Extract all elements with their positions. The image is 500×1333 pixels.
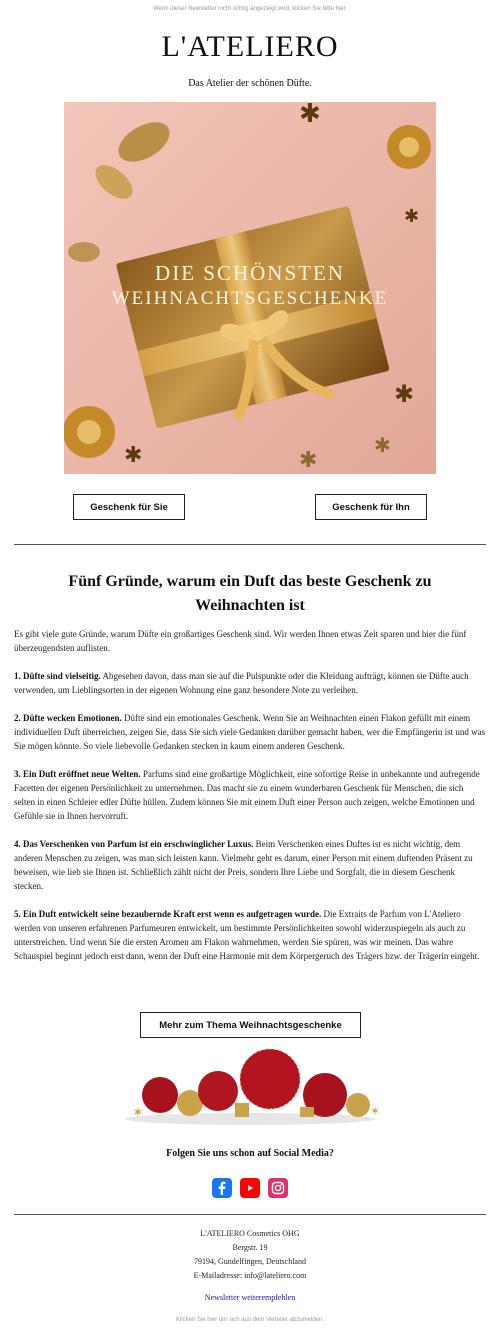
article-headline: Fünf Gründe, warum ein Duft das beste Geschenk zu Weihnachten ist: [68, 573, 432, 614]
svg-text:✱: ✱: [299, 448, 318, 473]
brand-logo[interactable]: L'ATELIERO: [161, 30, 339, 63]
reason-4-text: Beim Verschenken eines Duftes ist es nicht wichtig, dem anderen Menschen zu zeigen, was man sich leisten kann. Vielmehr geht es darum, einer Person mit einem duftenden Präsent zu beweisen, wie lieb sie Ihnen ist. Schließlich zählt nicht der Preis, sondern Ihre Liebe und Sorgfalt, die in diesem Geschenk stecken.: [14, 839, 473, 891]
svg-text:✶: ✶: [370, 1104, 380, 1118]
facebook-icon[interactable]: [212, 1178, 232, 1198]
reason-5: [14, 907, 486, 963]
reason-4: [14, 837, 486, 893]
preheader-link[interactable]: Wenn dieser Newsletter nicht richtig angezeigt wird, klicken Sie bitte hier.: [153, 6, 347, 12]
hero-title-line1: DIE SCHÖNSTEN: [155, 261, 345, 285]
footer-divider: [14, 1214, 486, 1215]
social-title: Folgen Sie uns schon auf Social Media?: [166, 1148, 334, 1159]
city: 79194, Gundelfingen, Deutschland: [194, 1257, 306, 1266]
street: Bergstr. 19: [232, 1243, 268, 1252]
youtube-icon[interactable]: [240, 1178, 260, 1198]
reason-4-title: 4. Das Verschenken von Parfum ist ein erschwinglicher Luxus.: [14, 839, 254, 849]
svg-text:✱: ✱: [299, 102, 321, 129]
svg-text:✱: ✱: [374, 433, 391, 457]
reason-1: [14, 669, 486, 697]
company-name: L'ATELIERO Cosmetics OHG: [200, 1229, 300, 1238]
tagline: Das Atelier der schönen Düfte.: [188, 78, 312, 89]
gift-for-her-button[interactable]: Geschenk für Sie: [73, 494, 185, 520]
reason-5-text: Die Extraits de Parfum von L'Ateliero werden von unseren erfahrenen Parfumeuren entwickelt, um bestimmte Persönlichkeiten sowohl widerzuspiegeln als auch zu unterstreichen. Und wenn Sie die ersten Aromen am Flakon wahrnehmen, werden Sie spüren, was wir meinen. Das wahre Schauspiel beginnt jedoch erst dann, wenn der Duft eine Harmonie mit dem Körpergeruch des Trägers bzw. der Trägerin eingeht.: [14, 909, 480, 961]
reason-3-title: 3. Ein Duft eröffnet neue Welten.: [14, 769, 141, 779]
svg-text:✱: ✱: [404, 206, 420, 227]
email: E-Mailadresse: info@lateliero.com: [193, 1271, 307, 1280]
svg-text:✶: ✶: [132, 1105, 144, 1121]
reason-2: [14, 711, 486, 753]
divider: [14, 544, 486, 545]
reason-1-title: 1. Düfte sind vielseitig.: [14, 671, 101, 681]
svg-text:✱: ✱: [394, 380, 415, 408]
instagram-icon[interactable]: [268, 1178, 288, 1198]
reason-3-text: Parfums sind eine großartige Möglichkeit, eine sofortige Reise in unbekannte und aufregende Facetten der eigenen Persönlichkeit zu unternehmen. Das macht sie zu einem wunderbaren Geschenk für Menschen, die sich selten in einen Schleier edler Düfte hüllen. Zudem können Sie mit einem Duft einer Person auch zeigen, welche Emotionen und Gefühle sie in Ihnen hervorruft.: [14, 769, 480, 821]
hero-banner[interactable]: [64, 102, 436, 474]
reason-2-title: 2. Düfte wecken Emotionen.: [14, 713, 122, 723]
footer-address: [0, 1227, 500, 1283]
reason-3: [14, 767, 486, 823]
unsubscribe-link[interactable]: Klicken Sie hier um sich aus dem Verteiler abzumelden.: [175, 1317, 325, 1323]
reason-2-text: Düfte sind ein emotionales Geschenk. Wenn Sie an Weihnachten einen Flakon gefüllt mit einem individuellen Duft überreichen, zeigen Sie, dass Sie sich viele Gedanken darüber gemacht haben, wer die Empfängerin ist und was Sie mögen könnte. So viele liebevolle Gedanken stecken in kaum einem anderen Geschenk.: [14, 713, 486, 751]
hero-title-line2: WEIHNACHTSGESCHENKE: [111, 288, 389, 309]
more-christmas-gifts-button[interactable]: Mehr zum Thema Weihnachtsgeschenke: [140, 1012, 361, 1038]
svg-text:✱: ✱: [124, 443, 143, 468]
article-body: [14, 627, 486, 977]
hero-illustration: [64, 102, 436, 474]
gift-for-him-button[interactable]: Geschenk für Ihn: [315, 494, 427, 520]
christmas-ornaments-image: [120, 1045, 380, 1125]
reason-1-text: Abgesehen davon, dass man sie auf die Pulspunkte oder die Kleidung aufträgt, können sie Düfte auch verwenden, um Lieblingsorten in der eigenen Wohnung eine ganz besondere Note zu verleihen.: [14, 671, 469, 695]
reason-5-title: 5. Ein Duft entwickelt seine bezaubernde Kraft erst wenn es aufgetragen wurde.: [14, 909, 322, 919]
intro-paragraph: Es gibt viele gute Gründe, warum Düfte ein großartiges Geschenk sind. Wir werden Ihnen etwas Zeit sparen und hier die fünf überzeugendsten auflisten.: [14, 629, 467, 653]
recommend-newsletter-link[interactable]: Newsletter weiterempfehlen: [204, 1293, 296, 1302]
